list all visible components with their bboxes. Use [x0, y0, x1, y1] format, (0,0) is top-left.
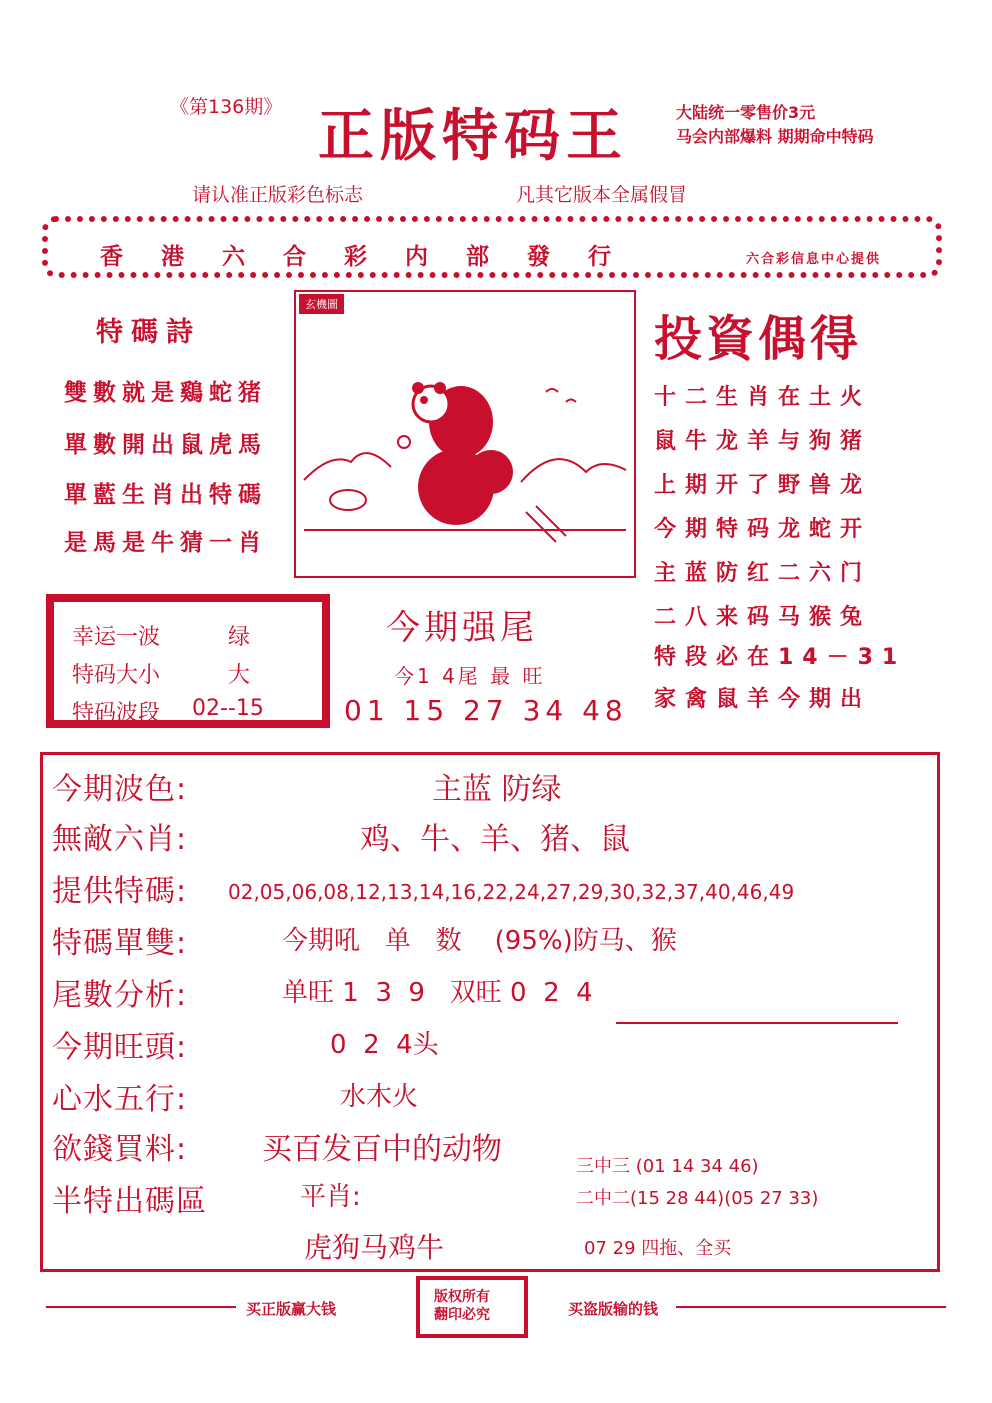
codes-label: 提供特碼:: [52, 874, 188, 909]
footer-line-right: [676, 1306, 946, 1308]
poem-line: 單數開出鼠虎馬: [64, 432, 267, 458]
footer-line-left: [46, 1306, 236, 1308]
publisher-source: 六合彩信息中心提供: [746, 252, 882, 267]
tail-analysis-value: 单旺 1 3 9 双旺 0 2 4: [282, 978, 593, 1008]
flat-label: 平肖:: [300, 1182, 361, 1212]
zodiac-value: 鸡、牛、羊、猪、鼠: [360, 822, 630, 857]
combo-three: 三中三 (01 14 34 46): [576, 1156, 759, 1177]
investment-line: 特段必在14－31: [654, 645, 907, 670]
combo-drag: 07 29 四拖、全买: [584, 1238, 732, 1259]
lucky-row-1-label: 幸运一波: [72, 625, 161, 650]
strong-tail-numbers: 01 15 27 34 48: [344, 694, 628, 727]
footer-left-text: 买正版赢大钱: [246, 1300, 337, 1318]
lucky-row-1-value: 绿: [228, 625, 251, 650]
element-label: 心水五行:: [52, 1082, 188, 1117]
divider-line: [616, 1022, 898, 1024]
lucky-row-3-value: 02--15: [192, 696, 264, 721]
page-title: 正版特码王: [318, 103, 628, 169]
investment-line: 二八来码马猴兔: [654, 605, 872, 630]
poem-title: 特碼詩: [96, 317, 201, 348]
investment-line: 家禽鼠羊今期出: [654, 687, 872, 712]
odd-even-label: 特碼單雙:: [52, 926, 188, 961]
lucky-row-2-label: 特码大小: [72, 663, 161, 688]
investment-title: 投資偶得: [654, 311, 863, 367]
issue-number: 《第136期》: [170, 96, 283, 118]
element-value: 水木火: [340, 1082, 419, 1112]
strong-tail-hint: 今1 4尾 最 旺: [394, 664, 546, 688]
price-note: 大陆统一零售价3元: [676, 103, 816, 122]
investment-line: 主蓝防红二六门: [654, 561, 872, 586]
poem-line: 單藍生肖出特碼: [64, 482, 267, 508]
lucky-row-2-value: 大: [228, 663, 251, 688]
lucky-row-3-label: 特码波段: [72, 701, 161, 726]
poem-line: 雙數就是鷄蛇猪: [64, 380, 267, 406]
copyright-line-1: 版权所有: [434, 1289, 490, 1305]
tail-analysis-label: 尾數分析:: [52, 978, 188, 1013]
codes-value: 02,05,06,08,12,13,14,16,22,24,27,29,30,32,37,40,46,49: [228, 880, 795, 904]
strong-tail-title: 今期强尾: [386, 608, 538, 648]
authenticity-note-right: 凡其它版本全属假冒: [516, 184, 688, 206]
investment-line: 今期特码龙蛇开: [654, 517, 872, 542]
head-value: 0 2 4头: [330, 1030, 439, 1060]
poem-line: 是馬是牛猜一肖: [64, 530, 267, 556]
combo-two: 二中二(15 28 44)(05 27 33): [576, 1188, 819, 1209]
footer-right-text: 买盗版输的钱: [568, 1300, 659, 1318]
buy-value: 买百发百中的动物: [262, 1132, 502, 1167]
investment-line: 鼠牛龙羊与狗猪: [654, 429, 872, 454]
buy-label: 欲錢買料:: [52, 1132, 188, 1167]
slogan-note: 马会内部爆料 期期命中特码: [676, 127, 874, 146]
zodiac-label: 無敵六肖:: [52, 822, 188, 857]
color-value: 主蓝 防绿: [432, 772, 562, 807]
picture-stamp: 玄機圖: [299, 294, 344, 314]
flat-value: 虎狗马鸡牛: [304, 1231, 445, 1264]
investment-line: 十二生肖在土火: [654, 385, 872, 410]
odd-even-value: 今期吼 单 数 (95%)防马、猴: [282, 926, 677, 956]
publisher-text: 香港六合彩内部發行: [100, 244, 649, 270]
color-label: 今期波色:: [52, 772, 188, 807]
half-special-label: 半特出碼區: [52, 1184, 207, 1219]
panda-illustration: [296, 292, 634, 576]
riddle-picture-frame: [294, 290, 636, 578]
investment-line: 上期开了野兽龙: [654, 473, 872, 498]
copyright-line-2: 翻印必究: [434, 1307, 490, 1323]
authenticity-note-left: 请认准正版彩色标志: [192, 184, 364, 206]
head-label: 今期旺頭:: [52, 1030, 188, 1065]
